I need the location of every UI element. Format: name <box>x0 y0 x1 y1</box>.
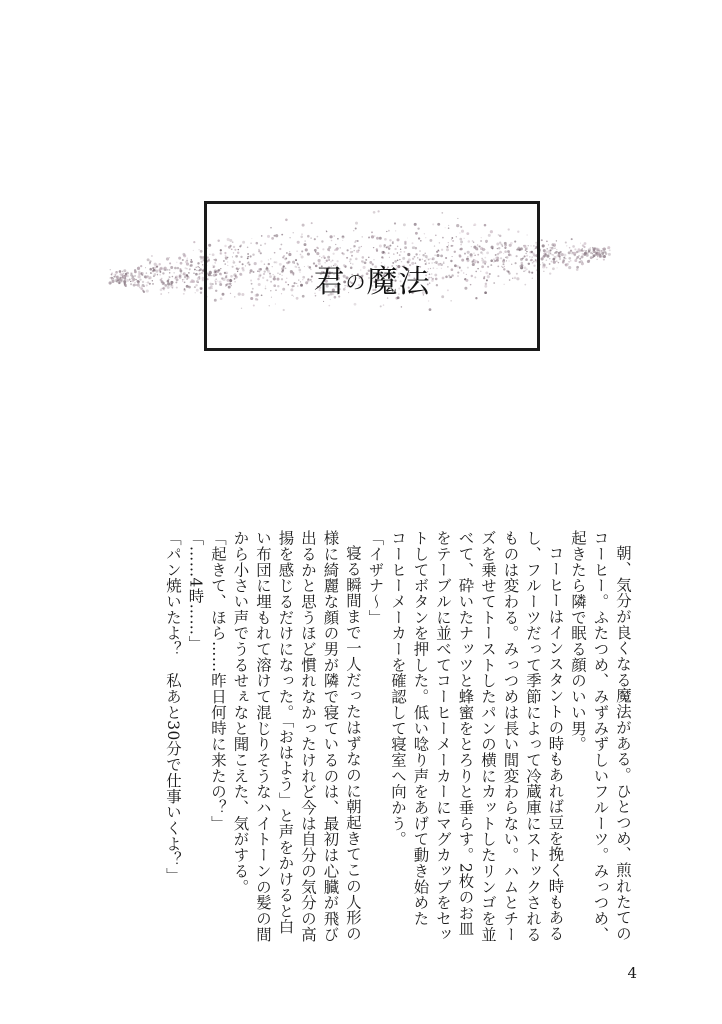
chapter-title-end: 魔法 <box>366 264 431 300</box>
text-line: コーヒーメーカーを確認して寝室へ向かう。 <box>389 530 407 847</box>
text-line: ズを乗せてトーストしたパンの横にカットしたリンゴを並 <box>479 530 497 943</box>
text-line: し、フルーツだって季節によって冷蔵庫にストックされる <box>524 530 542 943</box>
text-line: から小さい声でうるせぇなと聞こえた、気がする。 <box>231 530 250 895</box>
text-line: ものは変わる。みっつめは長い間変わらない。ハムとチー <box>501 530 520 943</box>
text-line: 朝、気分が良くなる魔法がある。ひとつめ、煎れたての <box>614 545 632 942</box>
text-line: をテーブルに並べてコーヒーメーカーにマグカップをセッ <box>434 530 452 943</box>
text-line: べて、砕いたナッツと蜂蜜をとろりと垂らす。2枚のお皿 <box>456 530 475 937</box>
text-line: 起きたら隣で眠る顔のいい男。 <box>569 530 587 752</box>
text-line: 「起きて、ほら……昨日何時に来たの？」 <box>209 530 227 832</box>
text-line: コーヒーはインスタントの時もあれば豆を挽く時もある <box>546 545 565 942</box>
page-number: 4 <box>627 964 637 982</box>
text-line: コーヒー。ふたつめ、みずみずしいフルーツ。みっつめ、 <box>591 530 610 943</box>
chapter-title <box>204 256 540 301</box>
text-line: 「……4時……」 <box>186 530 205 652</box>
text-line: 寝る瞬間まで一人だったはずなのに朝起きてこの人形の <box>344 545 362 942</box>
text-line: い布団に埋もれて溶けて混じりそうなハイトーンの髪の間 <box>254 530 272 943</box>
text-line: トしてボタンを押した。低い唸り声をあげて動き始めた <box>411 530 430 927</box>
body-text <box>162 530 635 960</box>
text-line: 「イザナ〜」 <box>366 530 385 626</box>
chapter-title-particle: の <box>345 270 367 294</box>
text-line: 「パン焼いたよ？ 私あと30分で仕事いくよ？」 <box>164 530 182 884</box>
text-line: 様に綺麗な顔の男が隣で寝ているのは、最初は心臓が飛び <box>321 530 340 943</box>
text-line: 出るかと思うほど慣れなかったけれど今は自分の気分の高 <box>299 530 317 943</box>
chapter-title-main: 君 <box>313 264 346 300</box>
text-line: 揚を感じるだけになった。「おはよう」と声をかけると白 <box>276 530 295 935</box>
